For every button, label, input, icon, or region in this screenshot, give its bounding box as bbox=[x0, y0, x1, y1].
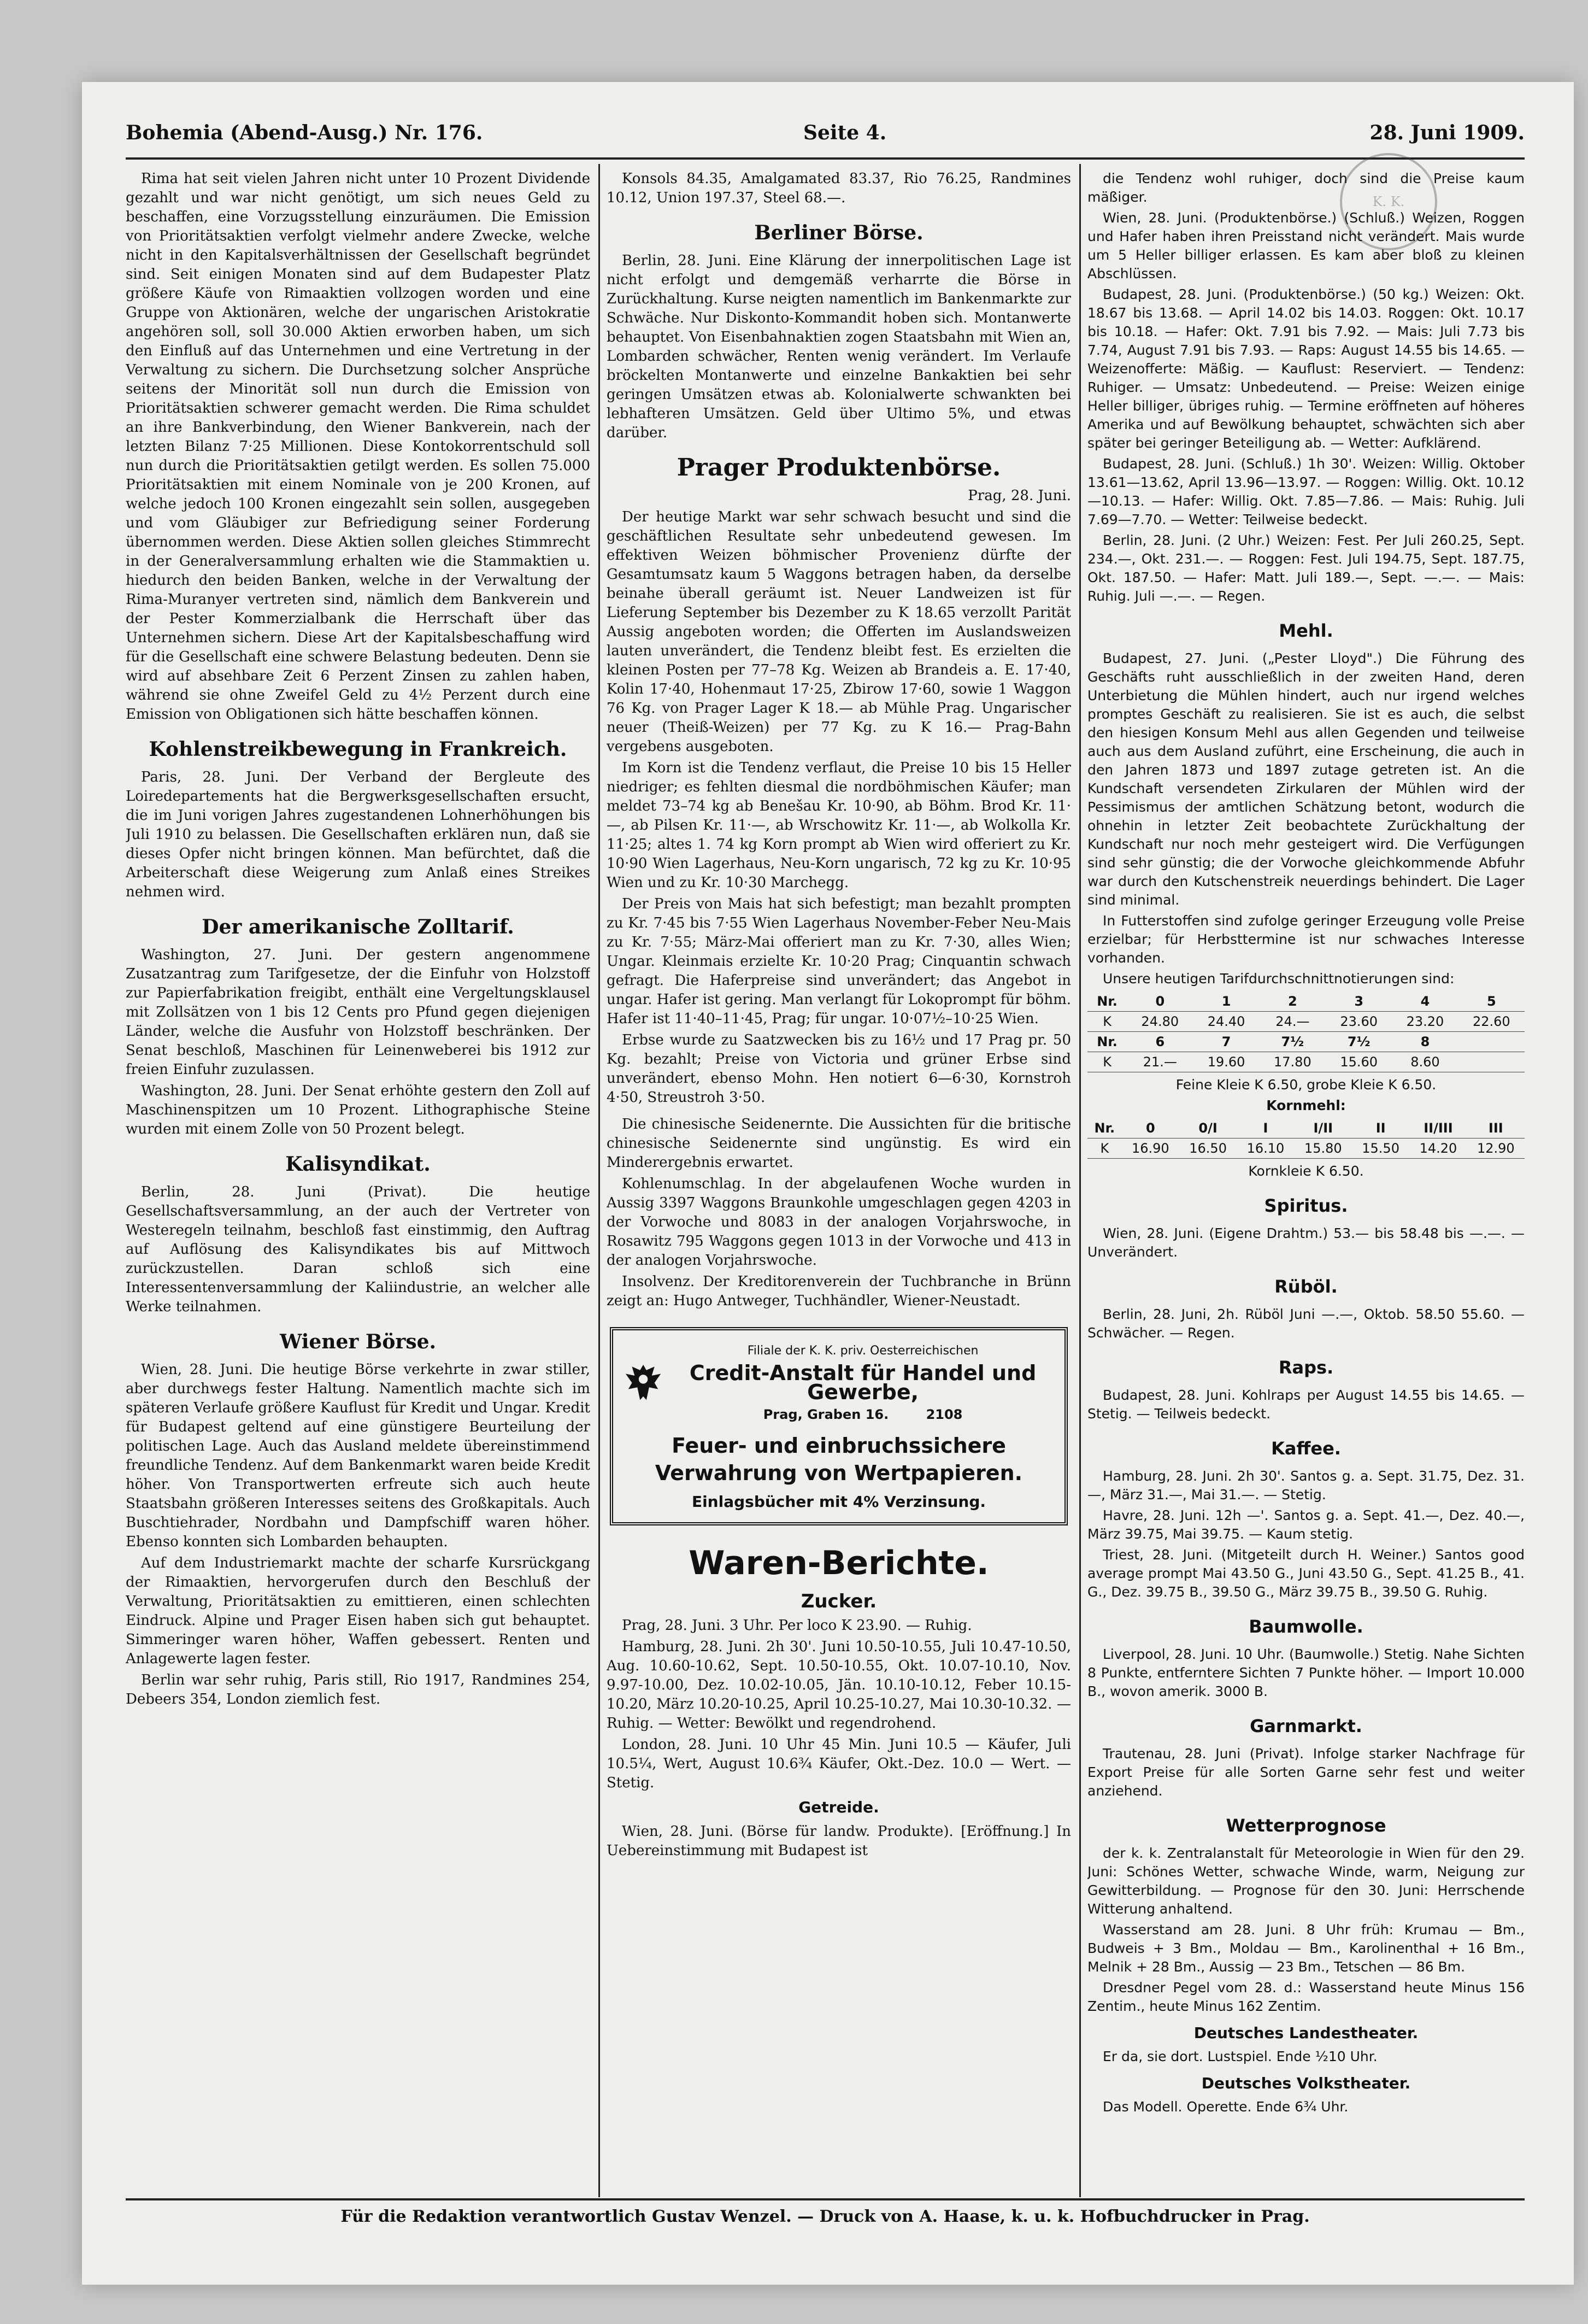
library-stamp: K. K. bbox=[1340, 153, 1437, 250]
rate-header-cell: 1 bbox=[1193, 991, 1259, 1012]
rate-cell: K bbox=[1087, 1012, 1127, 1032]
article-wiener-boerse-text-3: Berlin war sehr ruhig, Paris still, Rio 1917, Randmines 254, Debeers 354, London ziemlich fest. bbox=[126, 1672, 590, 1707]
heading-kalisyndikat: Kalisyndikat. bbox=[285, 1153, 431, 1176]
header-date: 28. Juni 1909. bbox=[1369, 121, 1525, 144]
rate-row bbox=[1087, 1032, 1525, 1052]
heading-waren-berichte: Waren-Berichte. bbox=[689, 1544, 989, 1582]
rate-cell: K bbox=[1087, 1052, 1127, 1072]
kaffee-havre: Havre, 28. Juni. 12h —'. Santos g. a. Sept. 41.—, Dez. 40.—, März 39.75, Mai 39.75. — Kaum stetig. bbox=[1087, 1507, 1525, 1542]
ad-number: 2108 bbox=[926, 1407, 963, 1422]
heading-raps: Raps. bbox=[1278, 1357, 1334, 1378]
rate-header-cell: 3 bbox=[1326, 991, 1392, 1012]
zucker-prag: Prag, 28. Juni. 3 Uhr. Per loco K 23.90. — Ruhig. bbox=[622, 1617, 972, 1634]
article-wiener-boerse-text-2: Auf dem Industriemarkt machte der scharfe Kursrückgang der Rimaaktien, hervorgerufen durch den Beschluß der Verwaltung, Prioritätsaktien zu emittieren, einen schlechten Eindruck. Alpine und Prager Eisen haben sich gut behauptet. Simmeringer waren höher, Waffen gebessert. Renten und Anlagewerte lagen fester. bbox=[126, 1555, 590, 1667]
header-rule bbox=[126, 157, 1525, 160]
article-london-quotes: Konsols 84.35, Amalgamated 83.37, Rio 76.25, Randmines 10.12, Union 197.37, Steel 68.—. bbox=[607, 171, 1071, 206]
rate-cell: 15.60 bbox=[1326, 1052, 1392, 1072]
rate-row bbox=[1087, 1118, 1525, 1138]
article-kohlenstreik-text: Paris, 28. Juni. Der Verband der Bergleute des Loiredepartements hat die Bergwerksgesellschaften ersucht, die im Juni vorigen Jahres zugestandenen Lohnerhöhungen bis Juli 1910 zu belassen. Die Gesellschaften erklären nun, daß sie dieses Opfer nicht bringen können. Man befürchtet, daß die Arbeiterschaft diese Weigerung zum Anlaß eines Streikes nehmen wird. bbox=[126, 769, 590, 900]
rate-cell: 24.80 bbox=[1127, 1012, 1193, 1032]
article-insolvenz: Insolvenz. Der Kreditorenverein der Tuchbranche in Brünn zeigt an: Hugo Antweger, Tuchhändler, Wiener-Neustadt. bbox=[607, 1273, 1071, 1309]
heading-berliner-boerse: Berliner Börse. bbox=[754, 221, 924, 244]
heading-zucker: Zucker. bbox=[801, 1591, 877, 1612]
ad-bank-name: Credit-Anstalt für Handel und Gewerbe, bbox=[689, 1361, 1037, 1404]
wetterprognose-text: der k. k. Zentralanstalt für Meteorologie in Wien für den 29. Juni: Schönes Wetter, schwache Winde, warm, Neigung zur Gewitterbildung. — Prognose für den 30. Juni: Herrschende Witterung anhaltend. bbox=[1087, 1845, 1525, 1917]
article-prager-text-3: Der Preis von Mais hat sich befestigt; man bezahlt prompten zu Kr. 7·45 bis 7·55 Wien Lagerhaus November-Feber Neu-Mais zu Kr. 7·55; März-Mai offeriert man zu Kr. 7·30, alles Wien; Ungar. Kleinmais erzielte Kr. 10·20 Prag; Cinquantin schwach gefragt. Die Haferpreise sind unverändert; das Angebot in ungar. Hafer ist gering. Man verlangt für Lokoprompt für böhm. Hafer ist 11·40–11·45, Prag; für ungar. 10·07½–10·25 Wien. bbox=[607, 896, 1071, 1027]
rate-cell: 23.60 bbox=[1326, 1012, 1392, 1032]
rate-cell: 14.20 bbox=[1409, 1138, 1467, 1159]
newspaper-page bbox=[82, 82, 1574, 2285]
landestheater-program: Er da, sie dort. Lustspiel. Ende ½10 Uhr. bbox=[1103, 2049, 1378, 2064]
getreide-tendenz: die Tendenz wohl ruhiger, doch sind die Preise kaum mäßiger. bbox=[1087, 171, 1525, 205]
rate-row bbox=[1087, 1012, 1525, 1032]
rate-header-cell: Nr. bbox=[1087, 991, 1127, 1012]
rate-cell: 24.— bbox=[1260, 1012, 1326, 1032]
rate-row bbox=[1087, 1052, 1525, 1072]
rate-row bbox=[1087, 991, 1525, 1012]
heading-spiritus: Spiritus. bbox=[1264, 1195, 1348, 1216]
column-3 bbox=[1087, 169, 1525, 2192]
rate-header-cell: 7 bbox=[1193, 1032, 1259, 1052]
getreide-berlin: Berlin, 28. Juni. (2 Uhr.) Weizen: Fest. Per Juli 260.25, Sept. 234.—, Okt. 231.—. — Roggen: Fest. Juli 194.75, Sept. 187.75, Okt. 187.50. — Hafer: Matt. Juli 189.—, Sept. —.—. — Mais: Ruhig. Juli —.—. — Regen. bbox=[1087, 532, 1525, 604]
header-title: Bohemia (Abend-Ausg.) Nr. 176. bbox=[126, 121, 483, 144]
rate-cell: 24.40 bbox=[1193, 1012, 1259, 1032]
rueboel-berlin: Berlin, 28. Juni, 2h. Rüböl Juni —.—, Oktob. 58.50 55.60. — Schwächer. — Regen. bbox=[1087, 1306, 1525, 1341]
rate-cell: 23.20 bbox=[1392, 1012, 1458, 1032]
bank-advertisement bbox=[610, 1327, 1068, 1525]
rate-header-cell: 7½ bbox=[1326, 1032, 1392, 1052]
baumwolle-liverpool: Liverpool, 28. Juni. 10 Uhr. (Baumwolle.) Stetig. Nahe Sichten 8 Punkte, entferntere Sichten 7 Punkte höher. — Import 10.000 B., wovon amerik. 3000 B. bbox=[1087, 1646, 1525, 1699]
ad-branch-line: Filiale der K. K. priv. Oesterreichischen bbox=[747, 1344, 979, 1358]
rate-cell: 16.90 bbox=[1122, 1138, 1179, 1159]
rate-cell: 16.50 bbox=[1179, 1138, 1237, 1159]
rate-header-cell: I/II bbox=[1295, 1118, 1352, 1138]
garnmarkt-trautenau: Trautenau, 28. Juni (Privat). Infolge starker Nachfrage für Export Preise für alle Sorten Garne sehr fest und weiter anziehend. bbox=[1087, 1746, 1525, 1799]
rate-header-cell: 0 bbox=[1122, 1118, 1179, 1138]
rate-header-cell: 6 bbox=[1127, 1032, 1193, 1052]
ad-interest: Einlagsbücher mit 4% Verzinsung. bbox=[691, 1493, 986, 1511]
rate-header-cell: 0/I bbox=[1179, 1118, 1237, 1138]
mehl-kleie: Feine Kleie K 6.50, grobe Kleie K 6.50. bbox=[1175, 1077, 1437, 1093]
volkstheater-program: Das Modell. Operette. Ende 6¾ Uhr. bbox=[1103, 2099, 1349, 2115]
rate-header-cell: 0 bbox=[1127, 991, 1193, 1012]
column-2 bbox=[607, 169, 1071, 2192]
rate-header-cell: Nr. bbox=[1087, 1118, 1122, 1138]
getreide-wien: Wien, 28. Juni. (Börse für landw. Produkte). [Eröffnung.] In Uebereinstimmung mit Budapest ist bbox=[607, 1823, 1071, 1859]
article-rima-text: Rima hat seit vielen Jahren nicht unter 10 Prozent Dividende gezahlt und war nicht genötigt, um sich neues Geld zu beschaffen, eine Vorzugsstellung einzuräumen. Die Emission von Prioritätsaktien verfolgt vielmehr andere Zwecke, welche nicht in den Kapitalsverhältnissen der Gesellschaft begründet sind. Seit einigen Monaten sind auf dem Budapester Platz größere Käufe von Rimaaktien vollzogen worden und eine Gruppe von Aktionären, welche der ungarischen Aristokratie angehören soll, soll 30.000 Aktien erworben haben, um sich den Einfluß auf das Unternehmen und eine Vertretung in der Verwaltung zu sichern. Die Durchsetzung solcher Ansprüche seitens der Minorität soll nun durch die Emission von Prioritätsaktien schwerer gemacht werden. Die Rima schuldet an ihre Bankverbindung, den Wiener Bankverein, nach der letzten Bilanz 7·25 Millionen. Diese Kontokorrentschuld soll nun durch die Prioritätsaktien getilgt werden. Es sollen 75.000 Prioritätsaktien mit einem Nominale von je 200 Kronen, auf welche jedoch 100 Kronen eingezahlt sein sollen, ausgegeben und vom Gläubiger zur Befriedigung seiner Forderung übernommen werden. Diese Aktien sollen gleiches Stimmrecht in der Generalversammlung erhalten wie die Stammaktien u. hiedurch den beiden Banken, welche in der Verwaltung der Rima-Muranyer vertreten sind, nämlich dem Bankverein und der Pester Kommerzialbank die Herrschaft über das Unternehmen sichern. Diese Art der Kapitalsbeschaffung wird für die Gesellschaft eine schwere Belastung bedeuten. Denn sie wird auf absehbare Zeit 6 Perzent Zinsen zu zahlen haben, während sie ohne Zweifel Geld zu 4½ Perzent durch eine Emission von Obligationen sich hätte beschaffen können. bbox=[126, 171, 590, 723]
ad-address: Prag, Graben 16. bbox=[763, 1407, 889, 1422]
mehl-budapest: Budapest, 27. Juni. („Pester Lloyd".) Die Führung des Geschäfts ruht ausschließlich in der zweiten Hand, deren Unterbietung die Mühlen hindert, auch nur irgend welches promptes Geschäft zu realisieren. Sie ist es auch, die selbst den hiesigen Konsum Mehl aus allen Gegenden und teilweise auch aus dem Ausland zuführt, eine Erscheinung, die auch in den Jahren 1873 und 1897 zutage getreten ist. An die Kundschaft versendeten Zirkularen der Mühlen wird der Pessimismus der amtlichen Schätzung betont, wodurch die ohnehin in letzter Zeit beobachtete Zurückhaltung der Kundschaft nur noch mehr gesteigert wird. Die Verfügungen sind sehr günstig; die der Vorwoche gleichkommende Abfuhr war durch den Kutschenstreik neuerdings behindert. Die Lager sind minimal. bbox=[1087, 650, 1525, 908]
zucker-london: London, 28. Juni. 10 Uhr 45 Min. Juni 10.5 — Käufer, Juli 10.5¼, Wert, August 10.6¾ Käufer, Okt.-Dez. 10.0 — Wert. — Stetig. bbox=[607, 1736, 1071, 1791]
article-prager-text-1: Der heutige Markt war sehr schwach besucht und sind die geschäftlichen Resultate sehr unbedeutend gewesen. Im effektiven Weizen böhmischer Provenienz dürfte der Gesamtumsatz kaum 5 Waggons betragen haben, da derselbe beinahe überall geräumt ist. Neuer Landweizen ist für Lieferung September bis Dezember zu K 18.65 verzollt Parität Aussig angeboten worden; die Offerten im Auslandsweizen lauten unverändert, die Tendenz bleibt fest. Es erzielten die kleinen Posten per 77–78 Kg. Weizen ab Brandeis a. E. 17·40, Kolin 17·40, Hohenmaut 17·25, Zbirow 17·60, sowie 1 Waggon 76 Kg. von Prager Lager K 18.— ab Mühle Prag. Ungarischer neuer (Theiß-Weizen) per 77 Kg. zu K 16.— Prag-Bahn vergebens ausgeboten. bbox=[607, 509, 1071, 755]
kaffee-triest: Triest, 28. Juni. (Mitgeteilt durch H. Weiner.) Santos good average prompt Mai 43.50 G., Juni 43.50 G., Sept. 41.25 B., 41. G., Dez. 39.75 B., 39.50 G., März 39.75 B., 39.50 G. Ruhig. bbox=[1087, 1547, 1525, 1600]
heading-wiener-boerse: Wiener Börse. bbox=[279, 1330, 437, 1353]
article-wiener-boerse-text-1: Wien, 28. Juni. Die heutige Börse verkehrte in zwar stiller, aber durchwegs fester Haltung. Namentlich machte sich im späteren Verlaufe größere Kauflust für Kredit und Ungar. Kredit für Budapest geltend auf eine günstigere Beurteilung der politischen Lage. Auch das Ausland meldete übereinstimmend freundliche Tendenz. Auf dem Bankenmarkt waren beide Kredit höher. Von Transportwerten erfreute sich auch heute Staatsbahn größeren Interesses seitens des Großkapitals. Auch Buschtiehrader, Nordbahn und Dampfschiff waren höher. Ebenso konnten sich Lombarden behaupten. bbox=[126, 1361, 590, 1550]
rate-cell: 17.80 bbox=[1260, 1052, 1326, 1072]
heading-zolltarif: Der amerikanische Zolltarif. bbox=[202, 915, 514, 938]
mehl-kornmehl-label: Kornmehl: bbox=[1266, 1098, 1346, 1113]
rate-header-cell: 7½ bbox=[1260, 1032, 1326, 1052]
heading-mehl: Mehl. bbox=[1279, 620, 1333, 641]
dateline-prag: Prag, 28. Juni. bbox=[968, 488, 1071, 504]
article-zolltarif-text-1: Washington, 27. Juni. Der gestern angenommene Zusatzantrag zum Tarifgesetze, der die Einfuhr von Holzstoff zur Papierfabrikation freigibt, enthält eine Vergeltungsklausel mit Zollsätzen von 1 bis 12 Cents pro Pfund gegen diejenigen Länder, welche die Ausfuhr von Holzstoff beschränken. Der Senat beschloß, Maschinen für Leinenweberei bis 1912 zur freien Einfuhr zuzulassen. bbox=[126, 947, 590, 1078]
rate-header-cell: 5 bbox=[1458, 991, 1525, 1012]
article-kalisyndikat-text: Berlin, 28. Juni (Privat). Die heutige Gesellschaftsversammlung, an der auch der Vertreter von Westeregeln teilnahm, beschloß fast einstimmig, den Auftrag auf Auflösung des Kalisyndikates bis auf Mittwoch zurückzustellen. Daran schloß sich eine Interessentenversammlung der Kaliindustrie, an welcher alle Werke teilnahmen. bbox=[126, 1184, 590, 1315]
getreide-budapest-1: Budapest, 28. Juni. (Produktenbörse.) (50 kg.) Weizen: Okt. 18.67 bis 13.68. — April 14.02 bis 14.03. Roggen: Okt. 10.17 bis 10.18. — Hafer: Okt. 7.91 bis 7.92. — Mais: Juli 7.73 bis 7.74, August 7.91 bis 7.93. — Raps: August 14.55 bis 14.65. — Weizenofferte: Mäßig. — Kauflust: Reserviert. — Tendenz: Ruhiger. — Umsatz: Unbedeutend. — Preise: Weizen einige Heller billiger, übriges ruhig. — Termine eröffneten auf höheres Amerika und auf Bewölkung behauptet, schwächten sich aber später bei geringer Beteiligung ab. — Wetter: Aufklärend. bbox=[1087, 286, 1525, 451]
article-kohlenumschlag: Kohlenumschlag. In der abgelaufenen Woche wurden in Aussig 3397 Waggons Braunkohle umgeschlagen gegen 4203 in der Vorwoche und 8083 in der analogen Vorjahrswoche, in Rosawitz 795 Waggons gegen 1013 in der Vorwoche und 413 in der analogen Vorjahrswoche. bbox=[607, 1176, 1071, 1269]
rate-header-cell: II bbox=[1352, 1118, 1409, 1138]
imprint-footer: Für die Redaktion verantwortlich Gustav Wenzel. — Druck von A. Haase, k. u. k. Hofbuchdrucker in Prag. bbox=[340, 2207, 1310, 2226]
heading-landestheater: Deutsches Landestheater. bbox=[1193, 2024, 1419, 2042]
article-prager-text-4: Erbse wurde zu Saatzwecken bis zu 16½ und 17 Prag pr. 50 Kg. bezahlt; Preise von Victoria und grüner Erbse sind unverändert, ebenso Mohn. Hen notiert 6—6·30, Kornstroh 4·50, Streustroh 3·50. bbox=[607, 1032, 1071, 1106]
rate-header-cell bbox=[1458, 1032, 1525, 1052]
kornmehl-rates-table bbox=[1087, 1118, 1525, 1159]
getreide-budapest-2: Budapest, 28. Juni. (Schluß.) 1h 30'. Weizen: Willig. Oktober 13.61—13.62, April 13.96—13.97. — Roggen: Willig. Okt. 10.12—10.13. — Hafer: Willig. Okt. 7.85—7.86. — Mais: Ruhig. Juli 7.69—7.70. — Wetter: Teilweise bedeckt. bbox=[1087, 456, 1525, 527]
zucker-hamburg: Hamburg, 28. Juni. 2h 30'. Juni 10.50-10.55, Juli 10.47-10.50, Aug. 10.60-10.62, Sept. 10.50-10.55, Okt. 10.07-10.10, Nov. 9.97-10.00, Dez. 10.02-10.05, Jän. 10.10-10.12, Feber 10.15-10.20, März 10.20-10.25, April 10.25-10.27, Mai 10.30-10.32. — Ruhig. — Wetter: Bewölkt und regendrohend. bbox=[607, 1639, 1071, 1732]
dresdner-pegel-text: Dresdner Pegel vom 28. d.: Wasserstand heute Minus 156 Zentim., heute Minus 162 Zentim. bbox=[1087, 1980, 1525, 2014]
getreide-wien-schluss: Wien, 28. Juni. (Produktenbörse.) (Schluß.) Weizen, Roggen und Hafer haben ihren Preisstand nicht verändert. Mais wurde um 5 Heller billiger erlassen. Es kam aber bloß zu kleinen Abschlüssen. bbox=[1087, 210, 1525, 281]
ad-service: Feuer- und einbruchssichere Verwahrung von Wertpapieren. bbox=[655, 1434, 1023, 1485]
kornkleie: Kornkleie K 6.50. bbox=[1248, 1163, 1364, 1179]
heading-wetterprognose: Wetterprognose bbox=[1226, 1815, 1386, 1836]
rate-header-cell: 4 bbox=[1392, 991, 1458, 1012]
rate-cell: 15.80 bbox=[1295, 1138, 1352, 1159]
rate-header-cell: 2 bbox=[1260, 991, 1326, 1012]
heading-kohlenstreik: Kohlenstreikbewegung in Frankreich. bbox=[149, 738, 567, 761]
rate-cell: 16.10 bbox=[1237, 1138, 1294, 1159]
rate-header-cell: Nr. bbox=[1087, 1032, 1127, 1052]
column-1 bbox=[126, 169, 590, 2192]
header-page-number: Seite 4. bbox=[803, 121, 887, 144]
rate-header-cell: III bbox=[1467, 1118, 1525, 1138]
page-header bbox=[126, 121, 1525, 154]
heading-volkstheater: Deutsches Volkstheater. bbox=[1201, 2074, 1411, 2092]
rate-header-cell: I bbox=[1237, 1118, 1294, 1138]
kaffee-hamburg: Hamburg, 28. Juni. 2h 30'. Santos g. a. Sept. 31.75, Dez. 31.—, März 31.—, Mai 31.—. — Stetig. bbox=[1087, 1468, 1525, 1503]
heading-baumwolle: Baumwolle. bbox=[1249, 1616, 1363, 1637]
rate-cell: 12.90 bbox=[1467, 1138, 1525, 1159]
spiritus-wien: Wien, 28. Juni. (Eigene Drahtm.) 53.— bis 58.48 bis —.—. — Unverändert. bbox=[1087, 1225, 1525, 1260]
column-divider-2 bbox=[1079, 164, 1081, 2197]
rate-cell: 8.60 bbox=[1392, 1052, 1458, 1072]
rate-cell: 21.— bbox=[1127, 1052, 1193, 1072]
raps-budapest: Budapest, 28. Juni. Kohlraps per August 14.55 bis 14.65. — Stetig. — Teilweis bedeckt. bbox=[1087, 1387, 1525, 1422]
double-eagle-icon bbox=[623, 1355, 663, 1410]
rate-cell: 22.60 bbox=[1458, 1012, 1525, 1032]
heading-rueboel: Rüböl. bbox=[1274, 1276, 1338, 1297]
heading-getreide: Getreide. bbox=[798, 1798, 879, 1816]
rate-cell bbox=[1458, 1052, 1525, 1072]
mehl-notierungen-intro: Unsere heutigen Tarifdurchschnittnotierungen sind: bbox=[1103, 971, 1455, 987]
rate-cell: 19.60 bbox=[1193, 1052, 1259, 1072]
mehl-futterstoffe: In Futterstoffen sind zufolge geringer Erzeugung volle Preise erzielbar; für Herbsttermine ist nur schwaches Interesse vorhanden. bbox=[1087, 913, 1525, 966]
rate-cell: K bbox=[1087, 1138, 1122, 1159]
rate-cell: 15.50 bbox=[1352, 1138, 1409, 1159]
rate-header-cell: II/III bbox=[1409, 1118, 1467, 1138]
heading-garnmarkt: Garnmarkt. bbox=[1250, 1716, 1362, 1736]
mehl-rates-table bbox=[1087, 991, 1525, 1072]
rate-row bbox=[1087, 1138, 1525, 1159]
column-divider-1 bbox=[598, 164, 600, 2197]
footer-rule bbox=[126, 2198, 1525, 2200]
article-berliner-boerse-text: Berlin, 28. Juni. Eine Klärung der innerpolitischen Lage ist nicht erfolgt und demgemäß verharrte die Börse in Zurückhaltung. Kurse neigten namentlich im Bankenmarkte zur Schwäche. Nur Diskonto-Kommandit hoben sich. Montanwerte behauptet. Von Eisenbahnaktien zogen Staatsbahn mit Wien an, Lombarden schwächer, Renten wenig verändert. Im Verlaufe bröckelten Montanwerte und einzelne Bankaktien bei sehr geringen Umsätzen etwas ab. Kolonialwerte schwankten bei lebhafteren Umsätzen. Geld über Ultimo 5%, und etwas darüber. bbox=[607, 253, 1071, 441]
wasserstand-text: Wasserstand am 28. Juni. 8 Uhr früh: Krumau — Bm., Budweis + 3 Bm., Moldau — Bm., Karolinenthal + 16 Bm., Melnik + 28 Bm., Aussig — 23 Bm., Tetschen — 86 Bm. bbox=[1087, 1922, 1525, 1975]
article-prager-text-2: Im Korn ist die Tendenz verflaut, die Preise 10 bis 15 Heller niedriger; es fehlten diesmal die nordböhmischen Käufer; man meldet 73–74 kg ab Benešau Kr. 10·90, ab Böhm. Brod Kr. 11·—, ab Pilsen Kr. 11·—, ab Wrschowitz Kr. 11·—, ab Wolkolla Kr. 11·25; altes 1. 74 kg Korn prompt ab Wien wird offeriert zu Kr. 10·90 Wien Lagerhaus, Neu-Korn ungarisch, 72 kg zu Kr. 10·95 Wien und zu Kr. 10·30 Marchegg. bbox=[607, 760, 1071, 891]
heading-prager-produktenboerse: Prager Produktenbörse. bbox=[677, 454, 1001, 482]
article-zolltarif-text-2: Washington, 28. Juni. Der Senat erhöhte gestern den Zoll auf Maschinenspitzen um 10 Prozent. Lithographische Steine wurden mit einem Zolle von 50 Prozent belegt. bbox=[126, 1083, 590, 1137]
rate-header-cell: 8 bbox=[1392, 1032, 1458, 1052]
heading-kaffee: Kaffee. bbox=[1271, 1438, 1341, 1459]
article-seidenernte: Die chinesische Seidenernte. Die Aussichten für die britische chinesische Seidenernte sind ungünstig. Es wird ein Minderergebnis erwartet. bbox=[607, 1116, 1071, 1171]
